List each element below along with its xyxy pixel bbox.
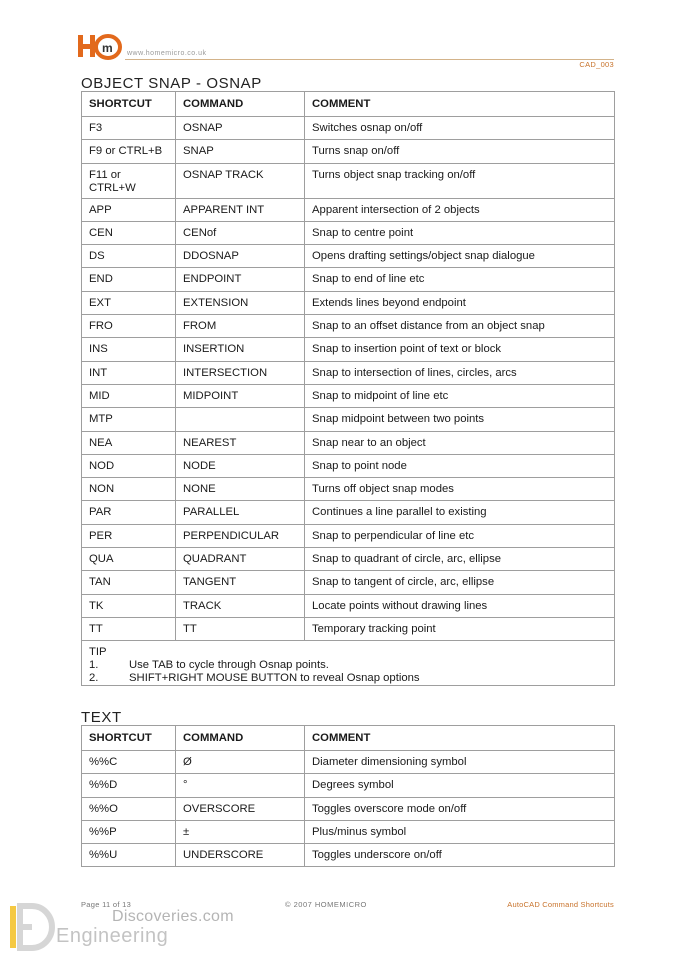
table-row: [82, 291, 615, 314]
comment-cell: Snap to quadrant of circle, arc, ellipse: [305, 548, 615, 571]
command-cell: °: [176, 774, 305, 797]
page-header: [0, 0, 680, 70]
command-cell: PERPENDICULAR: [176, 524, 305, 547]
comment-cell: Turns snap on/off: [305, 140, 615, 163]
header-shortcut: SHORTCUT: [82, 92, 176, 117]
shortcut-cell: MTP: [82, 408, 176, 431]
tip-item-number: 2.: [89, 672, 99, 685]
table-row: [82, 797, 615, 820]
watermark-line2: Engineering: [56, 925, 169, 947]
shortcut-cell: INS: [82, 338, 176, 361]
comment-cell: Turns object snap tracking on/off: [305, 163, 615, 198]
tip-box: [82, 641, 615, 686]
comment-cell: Snap midpoint between two points: [305, 408, 615, 431]
table-row: [82, 198, 615, 221]
table-row: [82, 454, 615, 477]
comment-cell: Snap to midpoint of line etc: [305, 384, 615, 407]
comment-cell: Extends lines beyond endpoint: [305, 291, 615, 314]
tip-item: [89, 672, 608, 685]
osnap-section-title: OBJECT SNAP - OSNAP: [81, 75, 262, 92]
shortcut-cell: TT: [82, 617, 176, 640]
comment-cell: Toggles overscore mode on/off: [305, 797, 615, 820]
comment-cell: Snap to an offset distance from an object snap: [305, 315, 615, 338]
table-row: [82, 617, 615, 640]
site-url: www.homemicro.co.uk: [127, 50, 207, 57]
table-row: [82, 478, 615, 501]
shortcut-cell: DS: [82, 245, 176, 268]
comment-cell: Snap to tangent of circle, arc, ellipse: [305, 571, 615, 594]
homemicro-logo: [78, 33, 122, 61]
command-cell: TRACK: [176, 594, 305, 617]
shortcut-cell: CEN: [82, 221, 176, 244]
osnap-table: [81, 91, 615, 686]
shortcut-cell: F3: [82, 117, 176, 140]
table-header-row: [82, 92, 615, 117]
text-table: [81, 725, 615, 867]
tip-item: [89, 659, 608, 672]
command-cell: INTERSECTION: [176, 361, 305, 384]
comment-cell: Plus/minus symbol: [305, 820, 615, 843]
comment-cell: Snap to point node: [305, 454, 615, 477]
shortcut-cell: PAR: [82, 501, 176, 524]
command-cell: DDOSNAP: [176, 245, 305, 268]
watermark-line1: Discoveries.com: [112, 908, 234, 925]
shortcut-cell: NON: [82, 478, 176, 501]
comment-cell: Diameter dimensioning symbol: [305, 751, 615, 774]
engineering-discoveries-watermark: [8, 902, 248, 954]
shortcut-cell: %%D: [82, 774, 176, 797]
command-cell: UNDERSCORE: [176, 844, 305, 867]
command-cell: SNAP: [176, 140, 305, 163]
shortcut-cell: F9 or CTRL+B: [82, 140, 176, 163]
table-row: [82, 221, 615, 244]
command-cell: EXTENSION: [176, 291, 305, 314]
shortcut-cell: %%P: [82, 820, 176, 843]
text-section-title: TEXT: [81, 709, 122, 726]
shortcut-cell: F11 or CTRL+W: [82, 163, 176, 198]
command-cell: TT: [176, 617, 305, 640]
shortcut-cell: QUA: [82, 548, 176, 571]
comment-cell: Degrees symbol: [305, 774, 615, 797]
header-comment: COMMENT: [305, 92, 615, 117]
comment-cell: Snap to intersection of lines, circles, arcs: [305, 361, 615, 384]
shortcut-cell: %%O: [82, 797, 176, 820]
shortcut-cell: NEA: [82, 431, 176, 454]
table-row: [82, 361, 615, 384]
table-row: [82, 315, 615, 338]
tip-item-number: 1.: [89, 659, 99, 672]
shortcut-cell: PER: [82, 524, 176, 547]
command-cell: OSNAP TRACK: [176, 163, 305, 198]
command-cell: FROM: [176, 315, 305, 338]
header-command: COMMAND: [176, 92, 305, 117]
command-cell: TANGENT: [176, 571, 305, 594]
command-cell: ENDPOINT: [176, 268, 305, 291]
table-row: [82, 820, 615, 843]
comment-cell: Switches osnap on/off: [305, 117, 615, 140]
comment-cell: Continues a line parallel to existing: [305, 501, 615, 524]
table-row: [82, 524, 615, 547]
comment-cell: Locate points without drawing lines: [305, 594, 615, 617]
header-command: COMMAND: [176, 726, 305, 751]
command-cell: MIDPOINT: [176, 384, 305, 407]
command-cell: INSERTION: [176, 338, 305, 361]
comment-cell: Snap to insertion point of text or block: [305, 338, 615, 361]
shortcut-cell: INT: [82, 361, 176, 384]
comment-cell: Temporary tracking point: [305, 617, 615, 640]
table-row: [82, 245, 615, 268]
shortcut-cell: MID: [82, 384, 176, 407]
doc-title: AutoCAD Command Shortcuts: [507, 900, 614, 909]
table-row: [82, 548, 615, 571]
shortcut-cell: FRO: [82, 315, 176, 338]
doc-code: CAD_003: [579, 60, 614, 69]
table-row: [82, 774, 615, 797]
comment-cell: Apparent intersection of 2 objects: [305, 198, 615, 221]
header-divider: [125, 59, 614, 60]
table-row: [82, 594, 615, 617]
command-cell: ±: [176, 820, 305, 843]
table-row: [82, 431, 615, 454]
command-cell: PARALLEL: [176, 501, 305, 524]
ed-logo-icon: [8, 902, 56, 952]
header-comment: COMMENT: [305, 726, 615, 751]
shortcut-cell: NOD: [82, 454, 176, 477]
command-cell: NODE: [176, 454, 305, 477]
command-cell: Ø: [176, 751, 305, 774]
page-number: Page 11 of 13: [81, 900, 132, 909]
tip-label: TIP: [89, 646, 107, 659]
table-row: [82, 268, 615, 291]
comment-cell: Snap to centre point: [305, 221, 615, 244]
table-row: [82, 751, 615, 774]
command-cell: QUADRANT: [176, 548, 305, 571]
table-row: [82, 844, 615, 867]
command-cell: [176, 408, 305, 431]
table-row: [82, 384, 615, 407]
comment-cell: Snap to end of line etc: [305, 268, 615, 291]
comment-cell: Opens drafting settings/object snap dialogue: [305, 245, 615, 268]
command-cell: CENof: [176, 221, 305, 244]
tip-item-text: SHIFT+RIGHT MOUSE BUTTON to reveal Osnap options: [129, 672, 420, 685]
shortcut-cell: %%C: [82, 751, 176, 774]
svg-text:m: m: [102, 41, 113, 55]
table-row: [82, 408, 615, 431]
table-row: [82, 163, 615, 198]
header-shortcut: SHORTCUT: [82, 726, 176, 751]
tip-item-text: Use TAB to cycle through Osnap points.: [129, 659, 329, 672]
shortcut-cell: TK: [82, 594, 176, 617]
command-cell: OSNAP: [176, 117, 305, 140]
table-row: [82, 501, 615, 524]
comment-cell: Toggles underscore on/off: [305, 844, 615, 867]
comment-cell: Snap to perpendicular of line etc: [305, 524, 615, 547]
shortcut-cell: END: [82, 268, 176, 291]
comment-cell: Snap near to an object: [305, 431, 615, 454]
shortcut-cell: TAN: [82, 571, 176, 594]
shortcut-cell: %%U: [82, 844, 176, 867]
shortcut-cell: EXT: [82, 291, 176, 314]
command-cell: APPARENT INT: [176, 198, 305, 221]
copyright: © 2007 HOMEMICRO: [285, 900, 367, 909]
table-row: [82, 571, 615, 594]
command-cell: OVERSCORE: [176, 797, 305, 820]
comment-cell: Turns off object snap modes: [305, 478, 615, 501]
table-row: [82, 140, 615, 163]
shortcut-cell: APP: [82, 198, 176, 221]
command-cell: NEAREST: [176, 431, 305, 454]
tip-row: [82, 641, 615, 686]
table-row: [82, 338, 615, 361]
table-row: [82, 117, 615, 140]
table-header-row: [82, 726, 615, 751]
command-cell: NONE: [176, 478, 305, 501]
